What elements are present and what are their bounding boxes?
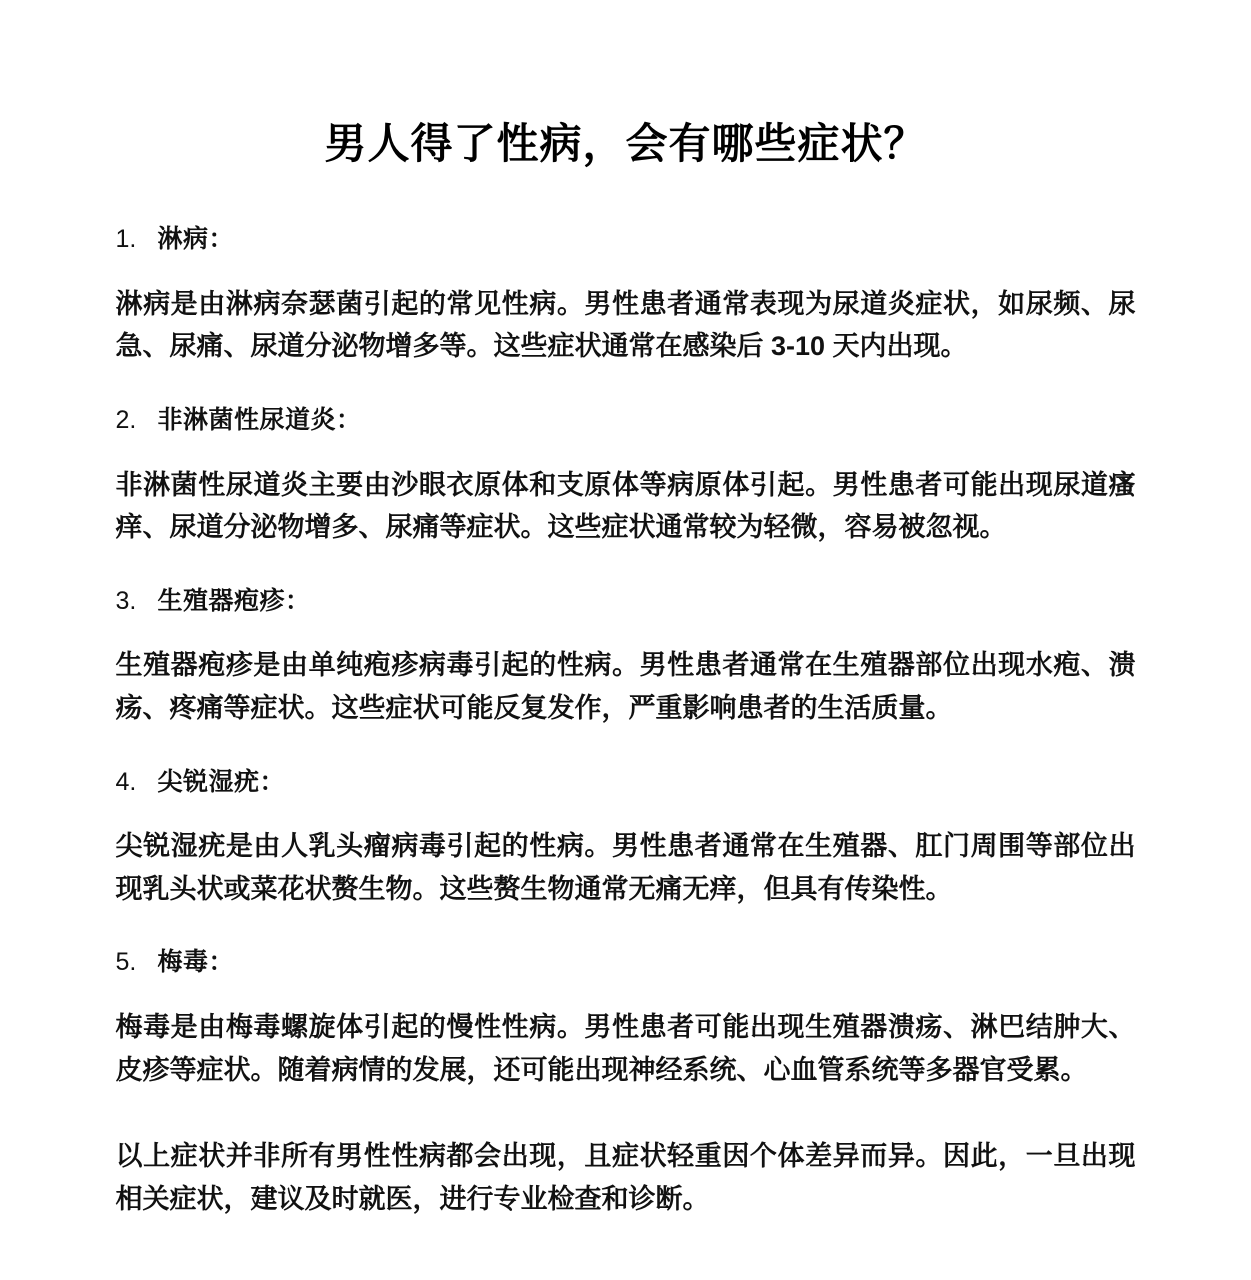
closing-paragraph: 以上症状并非所有男性性病都会出现，且症状轻重因个体差异而异。因此，一旦出现相关症状，建议及时就医，进行专业检查和诊断。 <box>115 1141 1136 1214</box>
section-label-2: 非淋菌性尿道炎： <box>157 406 362 435</box>
section-number-2: 2. <box>115 406 137 435</box>
section-heading-1 <box>116 221 1136 259</box>
section-label-4: 尖锐湿疣： <box>157 767 286 796</box>
section-body-2: 非淋菌性尿道炎主要由沙眼衣原体和支原体等病原体引起。男性患者可能出现尿道瘙痒、尿道分泌物增多、尿痛等症状。这些症状通常较为轻微，容易被忽视。 <box>115 469 1136 543</box>
section-number-3: 3. <box>115 586 137 615</box>
section-label-5: 梅毒： <box>157 948 235 977</box>
section-label-3: 生殖器疱疹： <box>157 586 311 615</box>
section-number-1: 1. <box>115 225 137 254</box>
section-number-4: 4. <box>115 767 137 796</box>
section-heading-4 <box>116 764 1136 802</box>
section-body-3: 生殖器疱疹是由单纯疱疹病毒引起的性病。男性患者通常在生殖器部位出现水疱、溃疡、疼痛等症状。这些症状可能反复发作，严重影响患者的生活质量。 <box>115 650 1136 724</box>
section-heading-2 <box>116 402 1136 440</box>
section-body-1: 淋病是由淋病奈瑟菌引起的常见性病。男性患者通常表现为尿道炎症状，如尿频、尿急、尿痛、尿道分泌物增多等。这些症状通常在感染后 3-10 天内出现。 <box>115 288 1136 362</box>
page-title: 男人得了性病，会有哪些症状？ <box>324 120 927 167</box>
section-heading-3 <box>116 583 1136 621</box>
section-body-5: 梅毒是由梅毒螺旋体引起的慢性性病。男性患者可能出现生殖器溃疡、淋巴结肿大、皮疹等症状。随着病情的发展，还可能出现神经系统、心血管系统等多器官受累。 <box>115 1011 1136 1085</box>
section-label-1: 淋病： <box>157 225 235 254</box>
document-content <box>116 0 1136 1221</box>
section-heading-5 <box>116 944 1136 982</box>
section-body-4: 尖锐湿疣是由人乳头瘤病毒引起的性病。男性患者通常在生殖器、肛门周围等部位出现乳头状或菜花状赘生物。这些赘生物通常无痛无痒，但具有传染性。 <box>115 831 1136 904</box>
section-number-5: 5. <box>115 948 137 977</box>
